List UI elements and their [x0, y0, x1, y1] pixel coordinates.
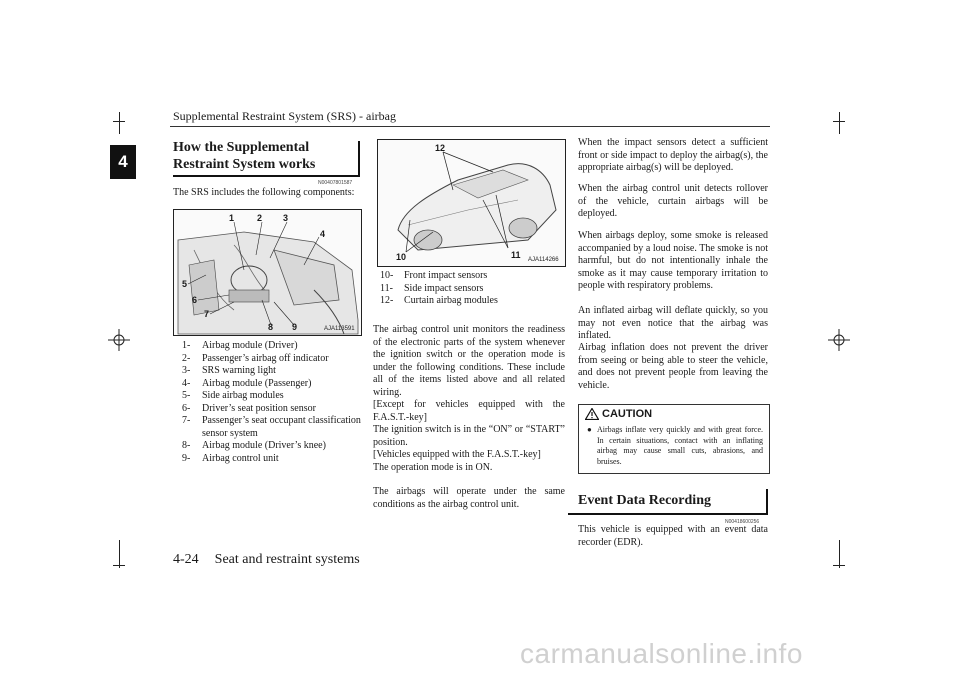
crop-mark: [119, 540, 120, 568]
caution-body: [579, 423, 769, 471]
list-item: 9- Airbag control unit: [182, 452, 279, 464]
crop-mark: [833, 565, 845, 566]
list-item: 8- Airbag module (Driver’s knee): [182, 440, 326, 451]
list-item: 10- Front impact sensors: [380, 270, 488, 281]
exterior-sensor-figure: [377, 139, 566, 267]
figure-code: AJA113591: [324, 326, 355, 332]
edr-title: Event Data Recording: [578, 493, 711, 508]
sensor-list: [380, 270, 565, 308]
callout-label: 2: [257, 213, 263, 223]
crop-mark: [833, 121, 845, 122]
section-title: How the Supplemental Restraint System works: [173, 140, 316, 172]
callout-label: 6: [192, 295, 198, 305]
callout-label: 10: [396, 252, 407, 262]
edr-title-box: [568, 487, 768, 515]
condition-text: The ignition switch is in the “ON” or “START” position.: [373, 424, 565, 448]
component-list: [182, 340, 367, 465]
intro-text: The SRS includes the following components:: [173, 187, 355, 198]
footer-section: Seat and restraint systems: [214, 552, 360, 567]
edr-text: This vehicle is equipped with an event data recorder (EDR).: [578, 524, 768, 548]
list-item: 1- Airbag module (Driver): [182, 340, 298, 351]
header-rule: [170, 126, 770, 127]
crop-mark: [839, 540, 840, 568]
list-item: 3- SRS warning light: [182, 365, 276, 376]
warning-triangle-icon: [585, 408, 599, 420]
crop-mark: [113, 565, 125, 566]
page-footer: [173, 552, 360, 568]
condition-text: The operation mode is in ON.: [373, 462, 493, 473]
edr-code: N00418600256: [725, 519, 760, 525]
callout-label: 9: [292, 322, 298, 332]
list-item: 4- Airbag module (Passenger): [182, 377, 312, 389]
callout-label: 5: [182, 279, 188, 289]
figure-code: AJA114266: [528, 257, 559, 263]
callout-label: 12: [435, 143, 446, 153]
crop-mark: [119, 112, 120, 134]
deflate-paragraph: An inflated airbag will deflate quickly, so you may not even notice that the airbag was inflated.: [578, 305, 768, 341]
callout-label: 4: [320, 229, 326, 239]
deploy-paragraph: When the impact sensors detect a sufficient front or side impact to deploy the airbag(s), the appropriate airbag(s) will be deployed.: [578, 137, 768, 173]
crop-mark: [113, 121, 125, 122]
page-header-title: Supplemental Restraint System (SRS) - airbag: [173, 109, 396, 123]
list-item: 5- Side airbag modules: [182, 390, 284, 401]
callout-label: 11: [511, 250, 521, 260]
bullet-icon: ●: [587, 425, 592, 434]
car-exterior-illustration: [378, 140, 565, 266]
callout-label: 7: [204, 309, 210, 319]
crop-mark: [839, 112, 840, 134]
list-item: 2- Passenger’s airbag off indicator: [182, 352, 329, 364]
condition-heading: [Except for vehicles equipped with the F.A.S.T.-key]: [373, 399, 565, 423]
callout-label: 1: [229, 213, 235, 223]
rollover-paragraph: When the airbag control unit detects rollover of the vehicle, curtain airbags will be deployed.: [578, 183, 768, 219]
list-item: 11- Side impact sensors: [380, 282, 484, 294]
section-title-box: [173, 139, 360, 177]
list-item: 12- Curtain airbag modules: [380, 295, 498, 306]
list-item: 7- Passenger’s seat occupant classification sensor system: [182, 415, 361, 439]
watermark: carmanualsonline.info: [520, 638, 803, 669]
caution-header: [579, 405, 769, 423]
condition-heading: [Vehicles equipped with the F.A.S.T.-key]: [373, 449, 541, 460]
caution-label: CAUTION: [602, 408, 653, 420]
page-number: 4-24: [173, 552, 199, 567]
list-item: 6- Driver’s seat position sensor: [182, 402, 316, 414]
smoke-paragraph: When airbags deploy, some smoke is released accompanied by a loud noise. The smoke is not harmful, but do not intentionally inhale the smoke as it may cause temporary irritation to people with respiratory problems.: [578, 230, 768, 291]
readiness-paragraph: The airbag control unit monitors the readiness of the electronic parts of the system whenever the ignition switch or the operation mode is under the following conditions. These include all of the items listed above and all related wiring.: [373, 324, 565, 398]
section-code: N00407801587: [318, 180, 353, 186]
interior-airbag-figure: [173, 209, 362, 336]
inflation-paragraph: Airbag inflation does not prevent the driver from seeing or being able to steer the vehicle, and does not prevent people from leaving the vehicle.: [578, 342, 768, 391]
registration-mark-icon: [828, 329, 850, 351]
operation-paragraph: The airbags will operate under the same conditions as the airbag control unit.: [373, 486, 565, 510]
car-interior-illustration: [174, 210, 361, 335]
callout-label: 8: [268, 322, 274, 332]
chapter-tab: 4: [110, 145, 136, 179]
callout-label: 3: [283, 213, 289, 223]
caution-text: Airbags inflate very quickly and with great force. In certain situations, contact with an inflating airbag may cause small cuts, abrasions, and bruises.: [597, 425, 763, 466]
caution-box: [578, 404, 770, 474]
registration-mark-icon: [108, 329, 130, 351]
